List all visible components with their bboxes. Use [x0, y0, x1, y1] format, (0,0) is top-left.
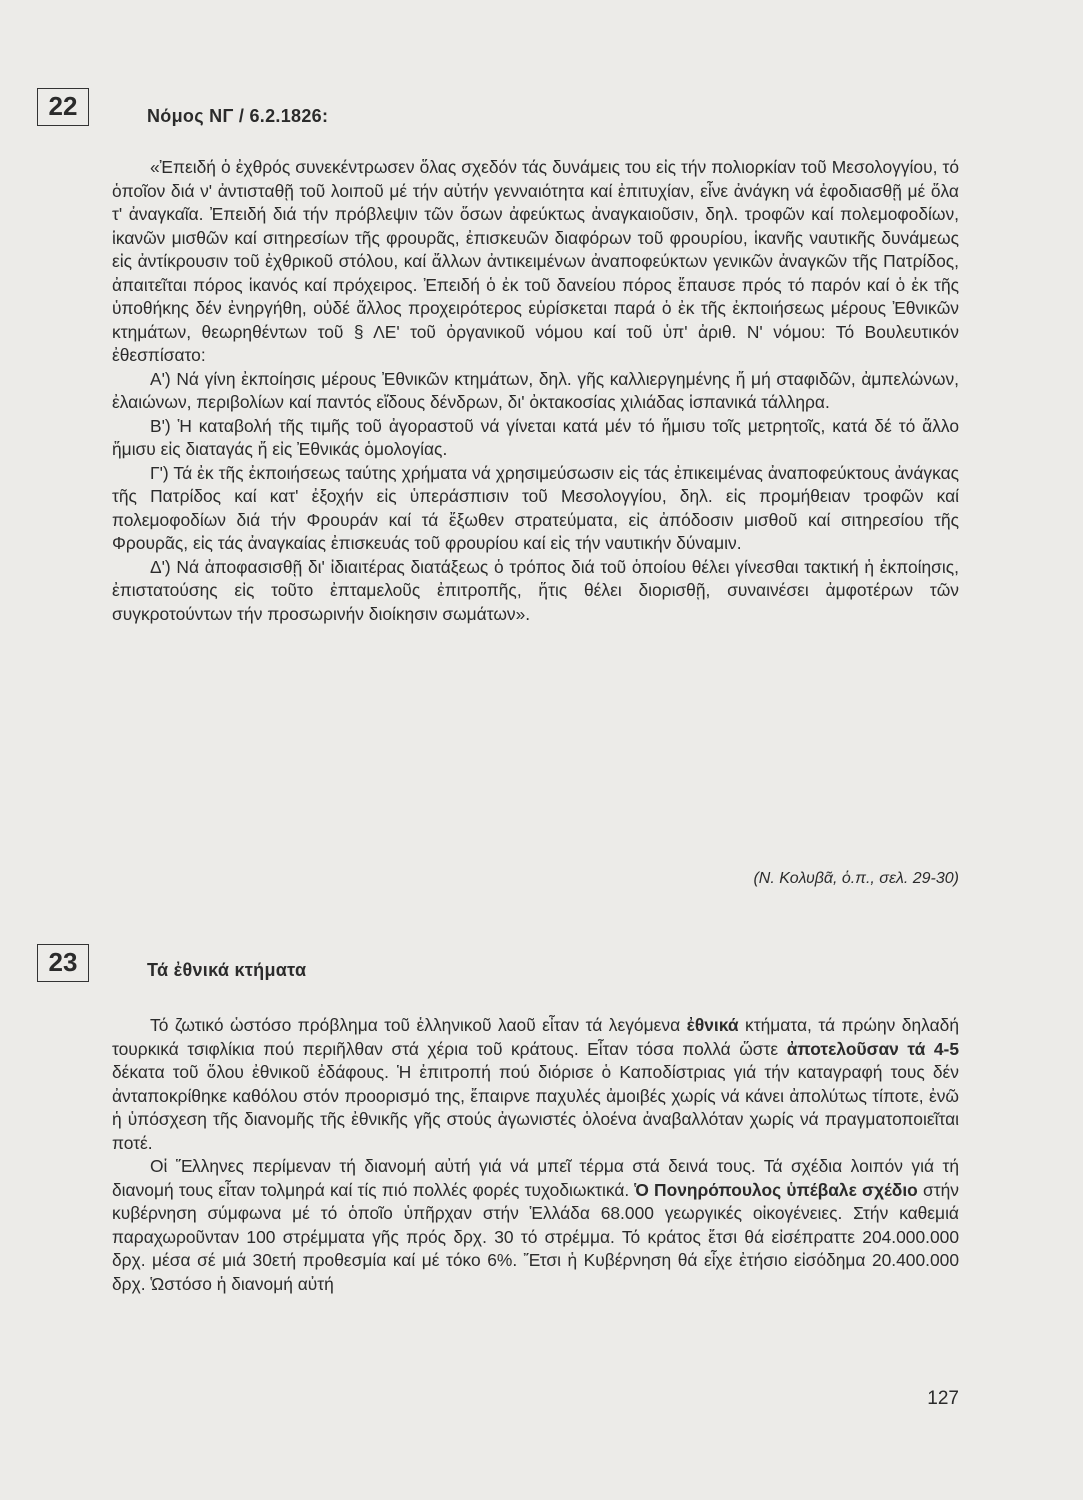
- law-article-d: Δ') Νά ἀποφασισθῇ δι' ἰδιαιτέρας διατάξεως ὁ τρόπος διά τοῦ ὁποίου θέλει γίνεσθαι τακτική ἡ ἐκποίησις, ἐπιστατούσης εἰς τοῦτο ἐπταμελοῦς ἐπιτροπῆς, ἥτις θέλει διορισθῇ, συναινέσει ἀμφοτέρων τῶν συγκροτούντων τήν προσωρινήν διοίκησιν σωμάτων».: [112, 556, 959, 624]
- bold-text-run: ἐθνικά: [686, 1015, 739, 1035]
- page-number: 127: [927, 1388, 959, 1409]
- body-paragraph: [112, 1014, 959, 1155]
- law-article-b: Β') Ἡ καταβολή τῆς τιμῆς τοῦ ἀγοραστοῦ νά γίνεται κατά μέν τό ἥμισυ τοῖς μετρητοῖς, κατά δέ τό ἄλλο ἥμισυ εἰς διαταγάς ἤ εἰς Ἐθνικάς ὁμολογίας.: [112, 415, 959, 459]
- section-number-box: 22: [37, 88, 89, 126]
- law-article-c: Γ') Τά ἐκ τῆς ἐκποιήσεως ταύτης χρήματα νά χρησιμεύσωσιν εἰς τάς ἐπικειμένας ἀναποφεύκτους ἀνάγκας τῆς Πατρίδος καί κατ' ἐξοχήν εἰς ὑπεράσπισιν τοῦ Μεσολογγίου, δηλ. εἰς προμήθειαν τροφῶν καί πολεμοφοδίων διά τήν Φρουράν καί τά ἔξωθεν στρατεύματα, εἰς ἀπόδοσιν μισθοῦ καί σιτηρεσίου τῆς Φρουρᾶς, εἰς τάς ἀναγκαίας ἐπισκευάς τοῦ φρουρίου καί εἰς τήν ναυτικήν δύναμιν.: [112, 462, 959, 553]
- body-paragraph: [112, 1155, 959, 1296]
- text-run: κτήματα, τά πρώην δηλαδή τουρκικά τσιφλίκια πού περιῆλθαν στά χέρια τοῦ κράτους. Εἶταν τόσα πολλά ὥστε: [112, 1015, 959, 1059]
- law-preamble-paragraph: «Ἐπειδή ὁ ἐχθρός συνεκέντρωσεν ὅλας σχεδόν τάς δυνάμεις του εἰς τήν πολιορκίαν τοῦ Μεσολογγίου, τό ὁποῖον διά ν' ἀντισταθῇ τοῦ λοιποῦ μέ τήν αὐτήν γενναιότητα καί ἐπιτυχίαν, εἶνε ἀνάγκη νά ἐφοδιασθῇ μέ ὅλα τ' ἀναγκαῖα. Ἐπειδή διά τήν πρόβλεψιν τῶν ὅσων ἀφεύκτως ἀναγκαιοῦσιν, δηλ. τροφῶν καί πολεμοφοδίων, ἱκανῶν μισθῶν καί σιτηρεσίων τῆς φρουρᾶς, ἐπισκευῶν διαφόρων τοῦ φρουρίου, ἱκανῆς ναυτικῆς δυνάμεως εἰς ἀντίκρουσιν τοῦ ἐχθρικοῦ στόλου, καί ἄλλων ἀντικειμένων ἀναποφεύκτων γενικῶν ἀναγκῶν τῆς Πατρίδος, ἀπαιτεῖται πόρος ἱκανός καί πρόχειρος. Ἐπειδή ὁ ἐκ τοῦ δανείου πόρος ἔπαυσε πρός τό παρόν καί ὁ ἐκ τῆς ὑποθήκης δέν ἐνηργήθη, οὐδέ ἄλλος προχειρότερος εὑρίσκεται παρά ὁ ἐκ τῆς ἐκποιήσεως μέρους Ἐθνικῶν κτημάτων, θεωρηθέντων τοῦ § ΛΕ' τοῦ ὀργανικοῦ νόμου καί τοῦ ὑπ' ἀριθ. Ν' νόμου: Τό Βουλευτικόν ἐθεσπίσατο:: [112, 157, 959, 365]
- law-text: [112, 156, 959, 626]
- text-run: δέκατα τοῦ ὅλου ἐθνικοῦ ἐδάφους. Ἡ ἐπιτροπή πού διόρισε ὁ Καποδίστριας γιά τήν καταγραφή τους δέν ἀνταποκρίθηκε καθόλου στόν προορισμό της, ἔπαιρνε παχυλές ἀμοιβές χωρίς νά κάνει ἀπολύτως τίποτε, ἐνῶ ἡ ὑπόσχεση τῆς διανομῆς τῆς ἐθνικῆς γῆς στούς ἀγωνιστές ὁλοένα ἀναβαλλόταν χωρίς νά πραγματοποιεῖται ποτέ.: [112, 1062, 959, 1153]
- text-run: Οἱ Ἕλληνες περίμεναν τή διανομή αὐτή γιά νά μπεῖ τέρμα στά δεινά τους. Τά σχέδια λοιπόν γιά τή διανομή τους εἶταν τολμηρά καί τίς πιό πολλές φορές τυχοδιωκτικά.: [112, 1156, 959, 1200]
- bold-text-run: Ὁ Πονηρόπουλος ὑπέβαλε σχέδιο: [634, 1179, 918, 1200]
- source-citation: (Ν. Κολυβᾶ, ὁ.π., σελ. 29-30): [753, 870, 959, 887]
- law-article-a: Α') Νά γίνη ἐκποίησις μέρους Ἐθνικῶν κτημάτων, δηλ. γῆς καλλιεργημένης ἤ μή σταφιδῶν, ἀμπελώνων, ἐλαιώνων, περιβολίων καί παντός εἴδους δένδρων, δι' ὀκτακοσίας χιλιάδας ἱσπανικά τάλληρα.: [112, 368, 959, 412]
- bold-text-run: ἀποτελοῦσαν τά 4-5: [786, 1038, 959, 1059]
- text-run: Τό ζωτικό ὡστόσο πρόβλημα τοῦ ἑλληνικοῦ λαοῦ εἶταν τά λεγόμενα: [150, 1015, 687, 1035]
- body-text: [112, 1014, 959, 1296]
- section-number-box: 23: [37, 944, 89, 982]
- text-run: στήν κυβέρνηση σύμφωνα μέ τό ὁποῖο ὑπῆρχαν στήν Ἑλλάδα 68.000 γεωργικές οἰκογένειες. Στήν καθεμιά παραχωροῦνταν 100 στρέμματα γῆς πρός δρχ. 30 τό στρέμμα. Τό κράτος ἔτσι θά εἰσέπραττε 204.000.000 δρχ. μέσα σέ μιά 30ετή προθεσμία καί μέ τόκο 6%. Ἔτσι ἡ Κυβέρνηση θά εἶχε ἐτήσιο εἰσόδημα 20.400.000 δρχ. Ὡστόσο ἡ διανομή αὐτή: [112, 1179, 959, 1294]
- section-heading: Τά ἐθνικά κτήματα: [147, 960, 307, 980]
- section-heading: Νόμος ΝΓ / 6.2.1826:: [147, 106, 329, 126]
